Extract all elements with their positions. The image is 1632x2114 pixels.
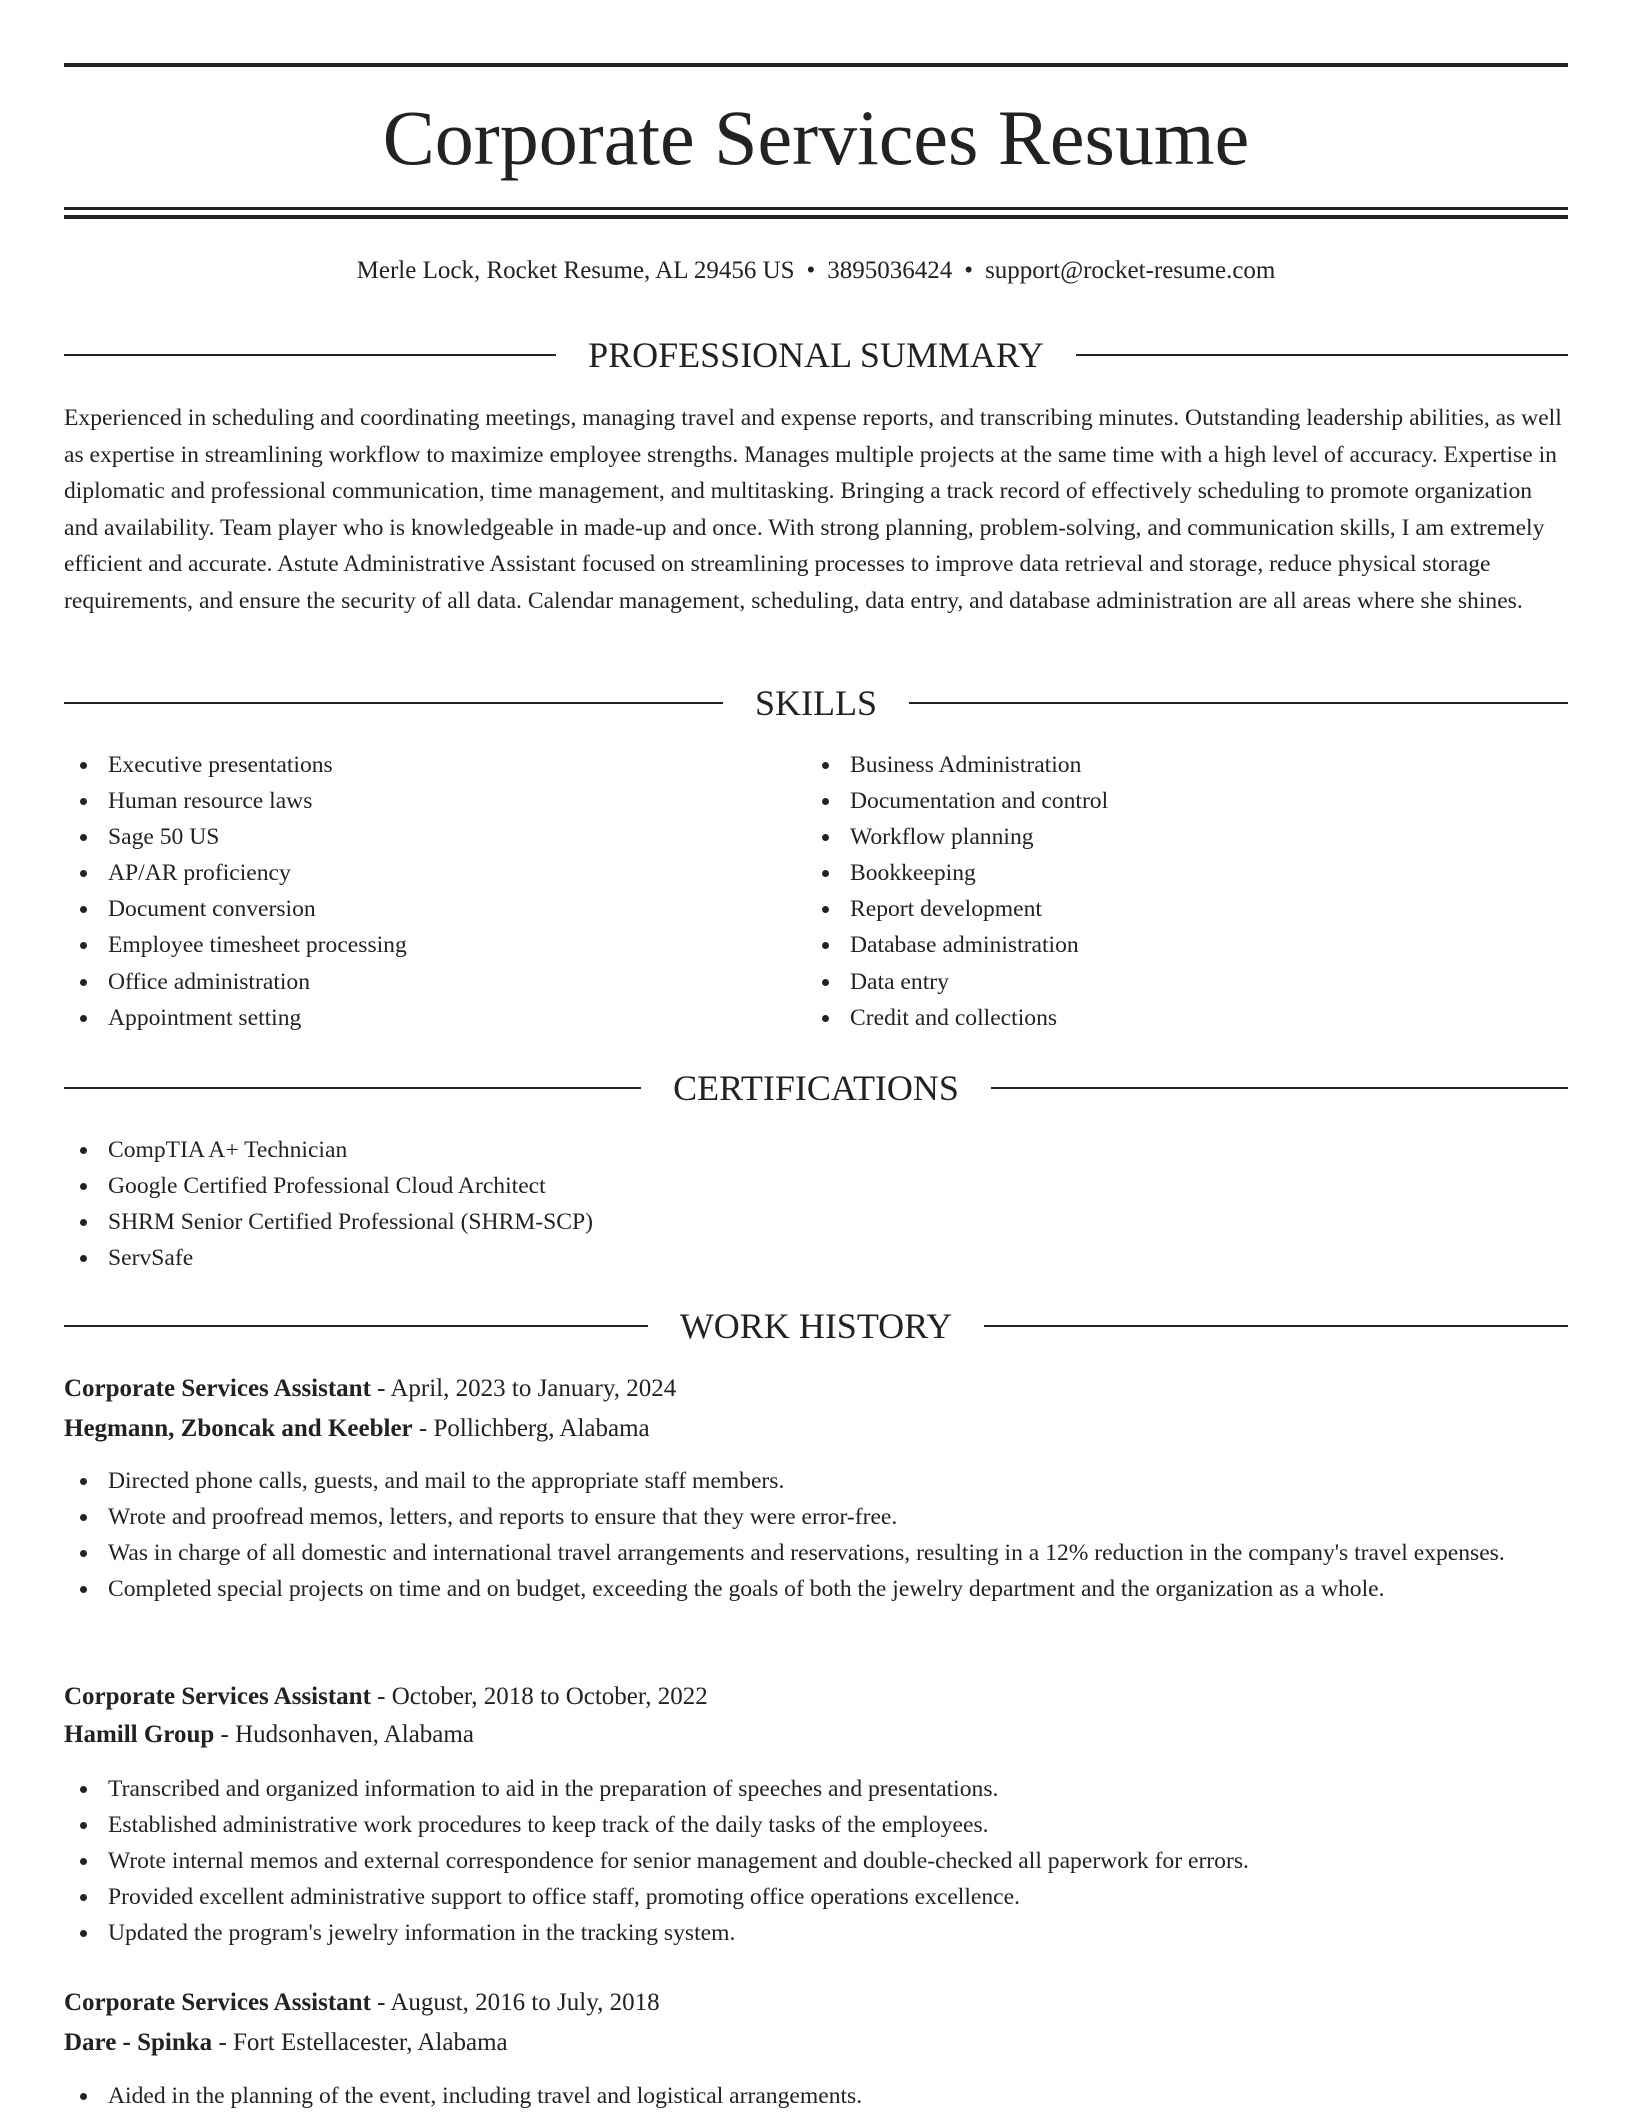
list-item: Office administration: [64, 964, 764, 1000]
job-duties-list: [64, 2078, 1568, 2114]
resume-title: Corporate Services Resume: [382, 94, 1250, 181]
job-company-line: Hamill Group - Hudsonhaven, Alabama: [64, 1721, 474, 1748]
list-item: Workflow planning: [806, 819, 1506, 855]
list-item: Documentation and control: [806, 783, 1506, 819]
contact-address: Merle Lock, Rocket Resume, AL 29456 US: [356, 257, 795, 284]
certifications-list: [64, 1132, 1568, 1276]
list-item: Established administrative work procedures to keep track of the daily tasks of the employees.: [64, 1807, 1568, 1843]
job-company-line: Dare - Spinka - Fort Estellacester, Alabama: [64, 2029, 508, 2056]
job-location: Hudsonhaven, Alabama: [235, 1721, 474, 1748]
heading-rule-right: [909, 702, 1568, 704]
list-item: Data entry: [806, 964, 1506, 1000]
title-double-rule-top: [64, 207, 1568, 210]
list-item: Completed special projects on time and on budget, exceeding the goals of both the jewelry department and the organization as a whole.: [64, 1571, 1568, 1607]
contact-email: support@rocket-resume.com: [985, 257, 1276, 284]
top-rule: [64, 63, 1568, 67]
list-item: Google Certified Professional Cloud Architect: [64, 1168, 1568, 1204]
heading-rule-right: [991, 1087, 1568, 1089]
job-company: Hamill Group: [64, 1721, 215, 1748]
section-heading-skills: [64, 681, 1568, 725]
list-item: Wrote and proofread memos, letters, and reports to ensure that they were error-free.: [64, 1499, 1568, 1535]
section-title: PROFESSIONAL SUMMARY: [588, 335, 1044, 375]
list-item: Updated the program's jewelry information in the tracking system.: [64, 1915, 1568, 1951]
list-item: Transcribed and organized information to aid in the preparation of speeches and presentations.: [64, 1771, 1568, 1807]
heading-rule-left: [64, 1325, 648, 1327]
list-item: CompTIA A+ Technician: [64, 1132, 1568, 1168]
list-item: Directed phone calls, guests, and mail to the appropriate staff members.: [64, 1463, 1568, 1499]
list-item: Aided in the planning of the event, including travel and logistical arrangements.: [64, 2078, 1568, 2114]
job-company: Hegmann, Zboncak and Keebler: [64, 1415, 413, 1442]
section-heading-work-history: [64, 1304, 1568, 1348]
list-item: Database administration: [806, 927, 1506, 963]
list-item: Executive presentations: [64, 747, 764, 783]
contact-separator: •: [964, 257, 974, 284]
skills-list-left: [64, 747, 764, 1036]
heading-rule-right: [1076, 354, 1568, 356]
list-item: SHRM Senior Certified Professional (SHRM-SCP): [64, 1204, 1568, 1240]
job-duties-list: [64, 1771, 1568, 1951]
job-dates: April, 2023 to January, 2024: [390, 1375, 677, 1402]
skills-list-right: [806, 747, 1506, 1036]
job-dates: October, 2018 to October, 2022: [391, 1683, 708, 1710]
contact-separator: •: [806, 257, 816, 284]
list-item: ServSafe: [64, 1240, 1568, 1276]
section-title: SKILLS: [755, 683, 878, 723]
job-title-line: Corporate Services Assistant - April, 2023 to January, 2024: [64, 1375, 677, 1402]
job-title: Corporate Services Assistant: [64, 1375, 371, 1402]
job-company-line: Hegmann, Zboncak and Keebler - Pollichberg, Alabama: [64, 1415, 650, 1442]
list-item: Bookkeeping: [806, 855, 1506, 891]
job-title-line: Corporate Services Assistant - August, 2016 to July, 2018: [64, 1989, 660, 2016]
list-item: Sage 50 US: [64, 819, 764, 855]
list-item: Wrote internal memos and external correspondence for senior management and double-checked all paperwork for errors.: [64, 1843, 1568, 1879]
heading-rule-left: [64, 354, 556, 356]
list-item: Employee timesheet processing: [64, 927, 764, 963]
section-title: CERTIFICATIONS: [673, 1068, 959, 1108]
job-title-line: Corporate Services Assistant - October, 2018 to October, 2022: [64, 1683, 708, 1710]
heading-rule-right: [984, 1325, 1568, 1327]
job-dates: August, 2016 to July, 2018: [390, 1989, 660, 2016]
list-item: Credit and collections: [806, 1000, 1506, 1036]
job-title: Corporate Services Assistant: [64, 1989, 371, 2016]
section-heading-summary: [64, 333, 1568, 377]
contact-line: [0, 254, 1632, 288]
title-double-rule-bottom: [64, 215, 1568, 219]
job-location: Pollichberg, Alabama: [433, 1415, 650, 1442]
list-item: Report development: [806, 891, 1506, 927]
list-item: AP/AR proficiency: [64, 855, 764, 891]
section-title: WORK HISTORY: [679, 1306, 953, 1346]
job-title: Corporate Services Assistant: [64, 1683, 371, 1710]
section-heading-certifications: [64, 1066, 1568, 1110]
list-item: Appointment setting: [64, 1000, 764, 1036]
list-item: Was in charge of all domestic and international travel arrangements and reservations, resulting in a 12% reduction in the company's travel expenses.: [64, 1535, 1568, 1571]
heading-rule-left: [64, 1087, 641, 1089]
list-item: Document conversion: [64, 891, 764, 927]
list-item: Business Administration: [806, 747, 1506, 783]
job-company: Dare - Spinka: [64, 2029, 213, 2056]
list-item: Provided excellent administrative support to office staff, promoting office operations excellence.: [64, 1879, 1568, 1915]
job-duties-list: [64, 1463, 1568, 1607]
job-location: Fort Estellacester, Alabama: [233, 2029, 508, 2056]
heading-rule-left: [64, 702, 723, 704]
summary-text: Experienced in scheduling and coordinating meetings, managing travel and expense reports, and transcribing minutes. Outstanding leadership abilities, as well as expertise in streamlining workflow to maximize employee strengths. Manages multiple projects at the same time with a high level of accuracy. Expertise in diplomatic and professional communication, time management, and multitasking. Bringing a track record of effectively scheduling to promote organization and availability. Team player who is knowledgeable in made-up and once. With strong planning, problem-solving, and communication skills, I am extremely efficient and accurate. Astute Administrative Assistant focused on streamlining processes to improve data retrieval and storage, reduce physical storage requirements, and ensure the security of all data. Calendar management, scheduling, data entry, and database administration are all areas where she shines.: [64, 405, 1562, 614]
list-item: Human resource laws: [64, 783, 764, 819]
contact-phone: 3895036424: [827, 257, 953, 284]
